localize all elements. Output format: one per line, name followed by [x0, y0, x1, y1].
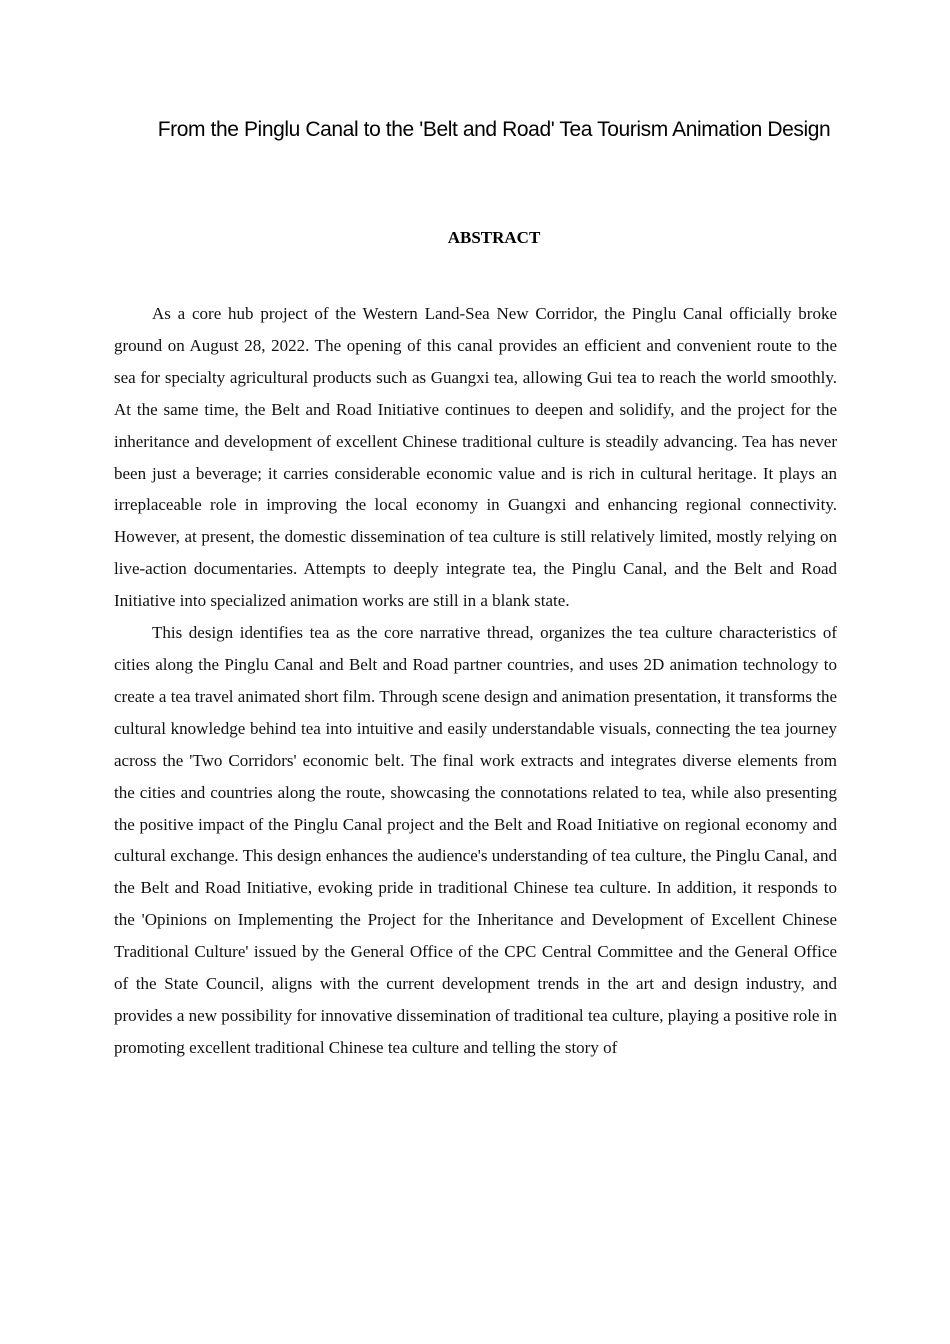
document-title: From the Pinglu Canal to the 'Belt and Road' Tea Tourism Animation Design	[157, 118, 831, 141]
abstract-heading: ABSTRACT	[447, 228, 541, 247]
abstract-paragraph: This design identifies tea as the core narrative thread, organizes the tea culture characteristics of cities along the Pinglu Canal and Belt and Road partner countries, and uses 2D animation technology to create a tea travel animated short film. Through scene design and animation presentation, it transforms the cultural knowledge behind tea into intuitive and easily understandable visuals, connecting the tea journey across the 'Two Corridors' economic belt. The final work extracts and integrates diverse elements from the cities and countries along the route, showcasing the connotations related to tea, while also presenting the positive impact of the Pinglu Canal project and the Belt and Road Initiative on regional economy and cultural exchange. This design enhances the audience's understanding of tea culture, the Pinglu Canal, and the Belt and Road Initiative, evoking pride in traditional Chinese tea culture. In addition, it responds to the 'Opinions on Implementing the Project for the Inheritance and Development of Excellent Chinese Traditional Culture' issued by the General Office of the CPC Central Committee and the General Office of the State Council, aligns with the current development trends in the art and design industry, and provides a new possibility for innovative dissemination of traditional tea culture, playing a positive role in promoting excellent traditional Chinese tea culture and telling the story of	[114, 623, 837, 1057]
abstract-paragraph: As a core hub project of the Western Land-Sea New Corridor, the Pinglu Canal officially broke ground on August 28, 2022. The opening of this canal provides an efficient and convenient route to the sea for specialty agricultural products such as Guangxi tea, allowing Gui tea to reach the world smoothly. At the same time, the Belt and Road Initiative continues to deepen and solidify, and the project for the inheritance and development of excellent Chinese traditional culture is steadily advancing. Tea has never been just a beverage; it carries considerable economic value and is rich in cultural heritage. It plays an irreplaceable role in improving the local economy in Guangxi and enhancing regional connectivity. However, at present, the domestic dissemination of tea culture is still relatively limited, mostly relying on live-action documentaries. Attempts to deeply integrate tea, the Pinglu Canal, and the Belt and Road Initiative into specialized animation works are still in a blank state.	[114, 304, 837, 611]
abstract-body	[114, 298, 837, 1064]
